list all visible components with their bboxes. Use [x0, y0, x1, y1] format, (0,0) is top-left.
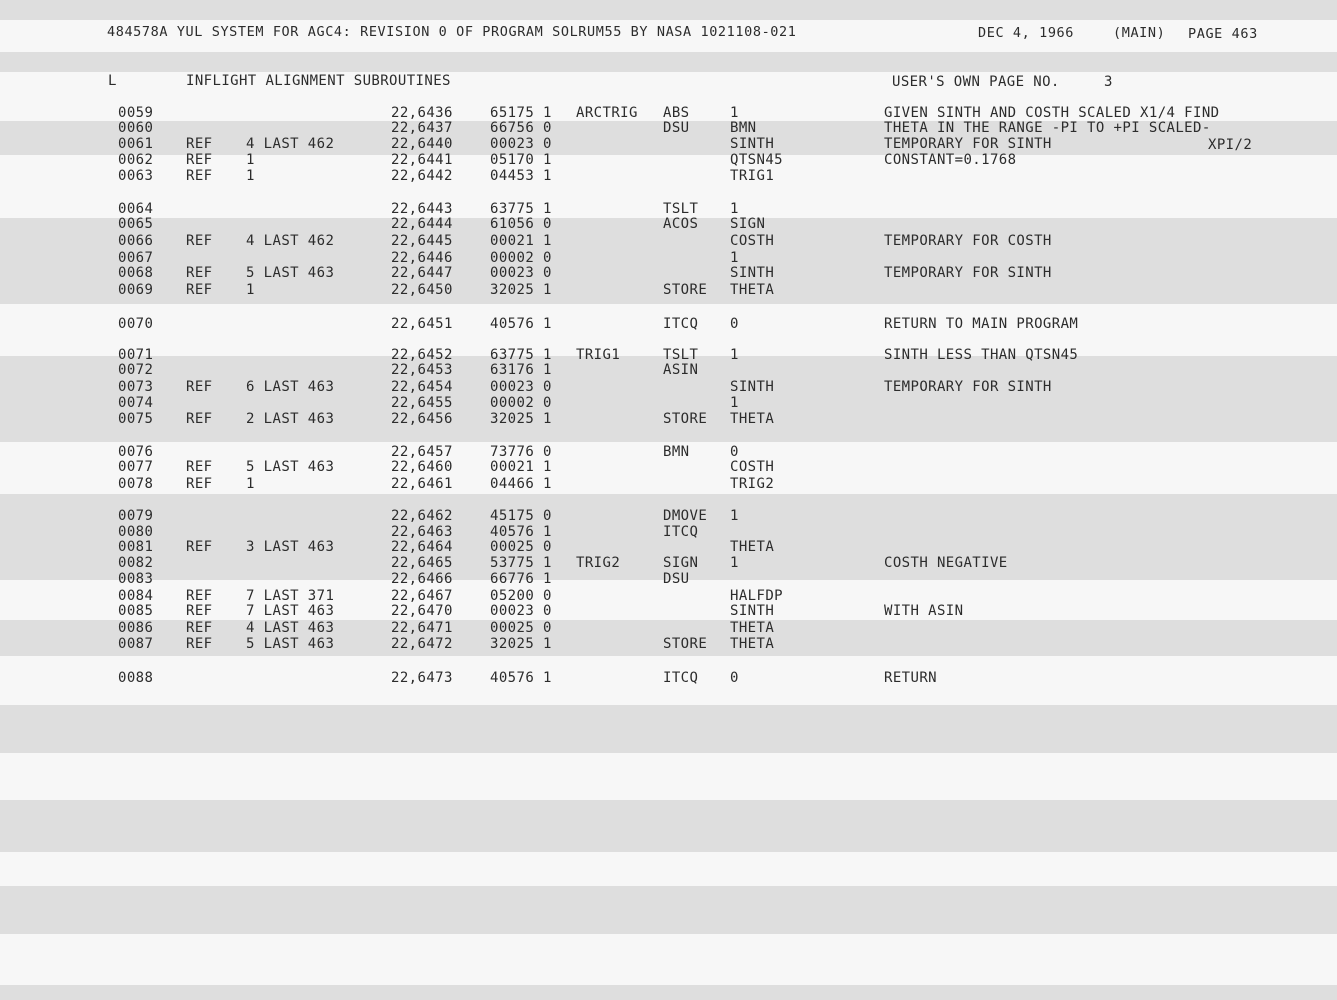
row-ref: REF [186, 265, 213, 281]
section-title: INFLIGHT ALIGNMENT SUBROUTINES [186, 73, 451, 89]
row-addr: 22,6463 [391, 524, 453, 540]
row-addr: 22,6467 [391, 588, 453, 604]
row-line: 0088 [118, 670, 154, 686]
row-addr: 22,6445 [391, 233, 453, 249]
paper-band [0, 886, 1337, 934]
row-comment: TEMPORARY FOR SINTH [884, 265, 1052, 281]
row-code: 00023 0 [490, 379, 552, 395]
row-line: 0078 [118, 476, 154, 492]
row-line: 0087 [118, 636, 154, 652]
row-refinfo: 3 LAST 463 [246, 539, 335, 555]
row-addr: 22,6457 [391, 444, 453, 460]
row-operand: 0 [730, 316, 739, 332]
row-line: 0065 [118, 216, 154, 232]
row-ref: REF [186, 588, 213, 604]
row-code: 32025 1 [490, 282, 552, 298]
row-refinfo: 1 [246, 152, 255, 168]
row-comment: TEMPORARY FOR COSTH [884, 233, 1052, 249]
row-code: 66776 1 [490, 571, 552, 587]
row-code: 00021 1 [490, 233, 552, 249]
row-line: 0072 [118, 362, 154, 378]
row-operand: 1 [730, 347, 739, 363]
row-refinfo: 4 LAST 462 [246, 136, 335, 152]
row-addr: 22,6470 [391, 603, 453, 619]
row-code: 00025 0 [490, 620, 552, 636]
row-line: 0076 [118, 444, 154, 460]
row-op: ITCQ [663, 316, 699, 332]
paper-band [0, 800, 1337, 852]
row-refinfo: 1 [246, 476, 255, 492]
row-line: 0064 [118, 201, 154, 217]
row-code: 00023 0 [490, 265, 552, 281]
row-addr: 22,6456 [391, 411, 453, 427]
row-code: 66756 0 [490, 120, 552, 136]
row-line: 0068 [118, 265, 154, 281]
row-code: 00023 0 [490, 136, 552, 152]
row-code: 40576 1 [490, 524, 552, 540]
row-line: 0060 [118, 120, 154, 136]
row-code: 53775 1 [490, 555, 552, 571]
row-line: 0070 [118, 316, 154, 332]
row-operand: SIGN [730, 216, 766, 232]
row-ref: REF [186, 152, 213, 168]
row-op: ACOS [663, 216, 699, 232]
row-operand: THETA [730, 620, 775, 636]
row-line: 0075 [118, 411, 154, 427]
row-line: 0081 [118, 539, 154, 555]
row-line: 0086 [118, 620, 154, 636]
row-ref: REF [186, 539, 213, 555]
users-page-number: 3 [1104, 74, 1113, 90]
row-code: 00002 0 [490, 250, 552, 266]
row-operand: SINTH [730, 136, 775, 152]
row-code: 40576 1 [490, 670, 552, 686]
row-code: 04466 1 [490, 476, 552, 492]
row-op: DSU [663, 120, 690, 136]
row-operand: 0 [730, 444, 739, 460]
row-refinfo: 4 LAST 463 [246, 620, 335, 636]
row-addr: 22,6460 [391, 459, 453, 475]
row-operand: SINTH [730, 379, 775, 395]
row-ref: REF [186, 476, 213, 492]
row-code: 00002 0 [490, 395, 552, 411]
row-addr: 22,6461 [391, 476, 453, 492]
row-refinfo: 5 LAST 463 [246, 636, 335, 652]
row-ref: REF [186, 136, 213, 152]
row-ref: REF [186, 636, 213, 652]
row-refinfo: 5 LAST 463 [246, 265, 335, 281]
row-comment-continuation: XPI/2 [1208, 137, 1253, 153]
row-line: 0079 [118, 508, 154, 524]
row-refinfo: 4 LAST 462 [246, 233, 335, 249]
row-addr: 22,6446 [391, 250, 453, 266]
row-comment: COSTH NEGATIVE [884, 555, 1008, 571]
row-comment: WITH ASIN [884, 603, 964, 619]
row-ref: REF [186, 411, 213, 427]
row-operand: QTSN45 [730, 152, 783, 168]
row-operand: TRIG2 [730, 476, 775, 492]
row-op: STORE [663, 636, 708, 652]
row-op: DSU [663, 571, 690, 587]
row-line: 0067 [118, 250, 154, 266]
row-line: 0062 [118, 152, 154, 168]
row-addr: 22,6440 [391, 136, 453, 152]
row-op: BMN [663, 444, 690, 460]
row-ref: REF [186, 282, 213, 298]
paper-band [0, 0, 1337, 20]
row-code: 63176 1 [490, 362, 552, 378]
row-code: 05200 0 [490, 588, 552, 604]
row-comment: CONSTANT=0.1768 [884, 152, 1017, 168]
row-line: 0074 [118, 395, 154, 411]
paper-band [0, 985, 1337, 1000]
row-line: 0080 [118, 524, 154, 540]
row-label: TRIG1 [576, 347, 621, 363]
row-line: 0069 [118, 282, 154, 298]
row-refinfo: 2 LAST 463 [246, 411, 335, 427]
row-line: 0084 [118, 588, 154, 604]
row-code: 61056 0 [490, 216, 552, 232]
subheader-flag: L [108, 73, 117, 89]
row-line: 0059 [118, 105, 154, 121]
listing-page: PAGE 463 [1188, 26, 1258, 42]
row-operand: THETA [730, 282, 775, 298]
row-operand: 1 [730, 508, 739, 524]
row-comment: SINTH LESS THAN QTSN45 [884, 347, 1079, 363]
row-code: 04453 1 [490, 168, 552, 184]
row-ref: REF [186, 168, 213, 184]
row-code: 40576 1 [490, 316, 552, 332]
row-code: 32025 1 [490, 411, 552, 427]
row-line: 0082 [118, 555, 154, 571]
row-ref: REF [186, 603, 213, 619]
row-operand: SINTH [730, 603, 775, 619]
row-code: 32025 1 [490, 636, 552, 652]
row-addr: 22,6442 [391, 168, 453, 184]
row-op: SIGN [663, 555, 699, 571]
row-operand: THETA [730, 411, 775, 427]
row-comment: TEMPORARY FOR SINTH [884, 379, 1052, 395]
row-addr: 22,6452 [391, 347, 453, 363]
row-op: DMOVE [663, 508, 708, 524]
row-operand: SINTH [730, 265, 775, 281]
row-addr: 22,6462 [391, 508, 453, 524]
row-comment: RETURN [884, 670, 937, 686]
row-refinfo: 6 LAST 463 [246, 379, 335, 395]
row-line: 0061 [118, 136, 154, 152]
row-line: 0077 [118, 459, 154, 475]
listing-section: (MAIN) [1113, 25, 1166, 41]
row-op: ABS [663, 105, 690, 121]
row-addr: 22,6455 [391, 395, 453, 411]
row-code: 63775 1 [490, 201, 552, 217]
row-op: ASIN [663, 362, 699, 378]
row-operand: COSTH [730, 459, 775, 475]
row-label: ARCTRIG [576, 105, 638, 121]
row-addr: 22,6444 [391, 216, 453, 232]
paper-band [0, 705, 1337, 753]
row-addr: 22,6465 [391, 555, 453, 571]
row-refinfo: 7 LAST 371 [246, 588, 335, 604]
row-addr: 22,6454 [391, 379, 453, 395]
row-code: 63775 1 [490, 347, 552, 363]
row-line: 0085 [118, 603, 154, 619]
row-label: TRIG2 [576, 555, 621, 571]
row-op: TSLT [663, 347, 699, 363]
row-operand: TRIG1 [730, 168, 775, 184]
row-addr: 22,6473 [391, 670, 453, 686]
users-page-label: USER'S OWN PAGE NO. [892, 74, 1060, 90]
row-line: 0066 [118, 233, 154, 249]
row-operand: THETA [730, 636, 775, 652]
row-ref: REF [186, 459, 213, 475]
row-refinfo: 1 [246, 168, 255, 184]
row-operand: HALFDP [730, 588, 783, 604]
row-code: 65175 1 [490, 105, 552, 121]
row-op: ITCQ [663, 524, 699, 540]
row-code: 73776 0 [490, 444, 552, 460]
row-refinfo: 1 [246, 282, 255, 298]
paper-band [0, 52, 1337, 72]
row-addr: 22,6436 [391, 105, 453, 121]
row-ref: REF [186, 620, 213, 636]
row-comment: TEMPORARY FOR SINTH [884, 136, 1052, 152]
row-code: 45175 0 [490, 508, 552, 524]
row-op: STORE [663, 411, 708, 427]
row-operand: 1 [730, 201, 739, 217]
row-code: 00023 0 [490, 603, 552, 619]
row-addr: 22,6453 [391, 362, 453, 378]
row-addr: 22,6471 [391, 620, 453, 636]
row-code: 00025 0 [490, 539, 552, 555]
row-refinfo: 7 LAST 463 [246, 603, 335, 619]
row-operand: THETA [730, 539, 775, 555]
row-addr: 22,6437 [391, 120, 453, 136]
row-addr: 22,6443 [391, 201, 453, 217]
row-operand: 1 [730, 105, 739, 121]
row-addr: 22,6451 [391, 316, 453, 332]
row-operand: 1 [730, 250, 739, 266]
listing-title: 484578A YUL SYSTEM FOR AGC4: REVISION 0 OF PROGRAM SOLRUM55 BY NASA 1021108-021 [107, 24, 797, 40]
row-op: STORE [663, 282, 708, 298]
row-line: 0071 [118, 347, 154, 363]
row-addr: 22,6441 [391, 152, 453, 168]
row-line: 0063 [118, 168, 154, 184]
row-comment: THETA IN THE RANGE -PI TO +PI SCALED- [884, 120, 1211, 136]
row-code: 05170 1 [490, 152, 552, 168]
row-ref: REF [186, 379, 213, 395]
row-op: ITCQ [663, 670, 699, 686]
row-code: 00021 1 [490, 459, 552, 475]
row-op: TSLT [663, 201, 699, 217]
row-operand: COSTH [730, 233, 775, 249]
row-addr: 22,6466 [391, 571, 453, 587]
row-ref: REF [186, 233, 213, 249]
row-comment: RETURN TO MAIN PROGRAM [884, 316, 1079, 332]
listing-date: DEC 4, 1966 [978, 25, 1075, 41]
row-addr: 22,6450 [391, 282, 453, 298]
row-operand: BMN [730, 120, 757, 136]
row-operand: 1 [730, 395, 739, 411]
row-operand: 0 [730, 670, 739, 686]
row-refinfo: 5 LAST 463 [246, 459, 335, 475]
row-line: 0083 [118, 571, 154, 587]
row-addr: 22,6447 [391, 265, 453, 281]
row-line: 0073 [118, 379, 154, 395]
row-operand: 1 [730, 555, 739, 571]
row-addr: 22,6464 [391, 539, 453, 555]
row-addr: 22,6472 [391, 636, 453, 652]
row-comment: GIVEN SINTH AND COSTH SCALED X1/4 FIND [884, 105, 1220, 121]
